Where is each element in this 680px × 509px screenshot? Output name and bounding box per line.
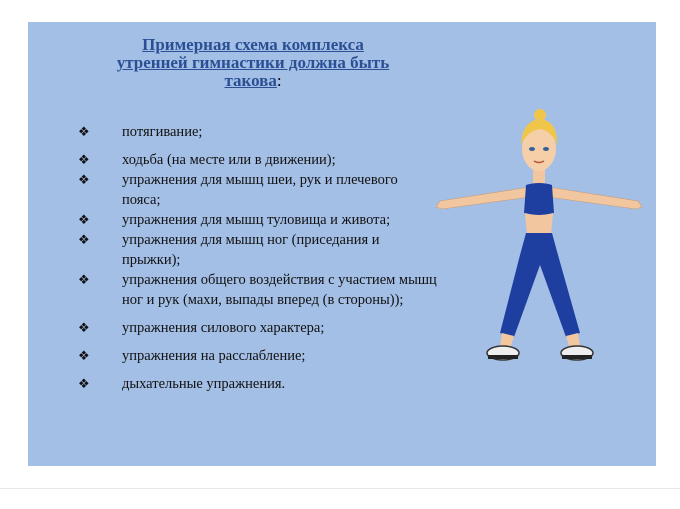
bullet-icon: ❖ bbox=[78, 320, 90, 335]
slide-title bbox=[88, 36, 418, 90]
bullet-icon: ❖ bbox=[78, 212, 90, 227]
title-line-3: такова bbox=[224, 71, 277, 90]
title-line-1: Примерная схема комплекса bbox=[142, 35, 364, 54]
list-item: ❖ дыхательные упражнения. bbox=[78, 376, 286, 392]
bullet-icon: ❖ bbox=[78, 172, 90, 187]
gymnast-figure-icon bbox=[430, 105, 650, 370]
bullet-icon: ❖ bbox=[78, 272, 90, 287]
bullet-icon: ❖ bbox=[78, 232, 90, 247]
bullet-icon: ❖ bbox=[78, 376, 90, 391]
bullet-icon: ❖ bbox=[78, 152, 90, 167]
list-item: ❖ упражнения для мышц туловища и живота; bbox=[78, 212, 391, 228]
list-item: ❖ упражнения силового характера; bbox=[78, 320, 325, 336]
list-item: ❖ упражнения для мышц ног (приседания и прыжки); bbox=[78, 232, 380, 268]
bullet-icon: ❖ bbox=[78, 348, 90, 363]
list-item: ❖ ходьба (на месте или в движении); bbox=[78, 152, 336, 168]
list-item: ❖ упражнения на расслабление; bbox=[78, 348, 306, 364]
exercise-list bbox=[78, 122, 438, 394]
divider bbox=[0, 488, 680, 489]
list-item: ❖ потягивание; bbox=[78, 124, 203, 140]
bullet-icon: ❖ bbox=[78, 124, 90, 139]
list-item: ❖ упражнения общего воздействия с участием мышц ног и рук (махи, выпады вперед (в стороны)); bbox=[78, 272, 437, 308]
title-line-2: утренней гимнастики должна быть bbox=[116, 53, 390, 72]
title-colon: : bbox=[276, 71, 282, 90]
list-item: ❖ упражнения для мышц шеи, рук и плечевого пояса; bbox=[78, 172, 398, 208]
